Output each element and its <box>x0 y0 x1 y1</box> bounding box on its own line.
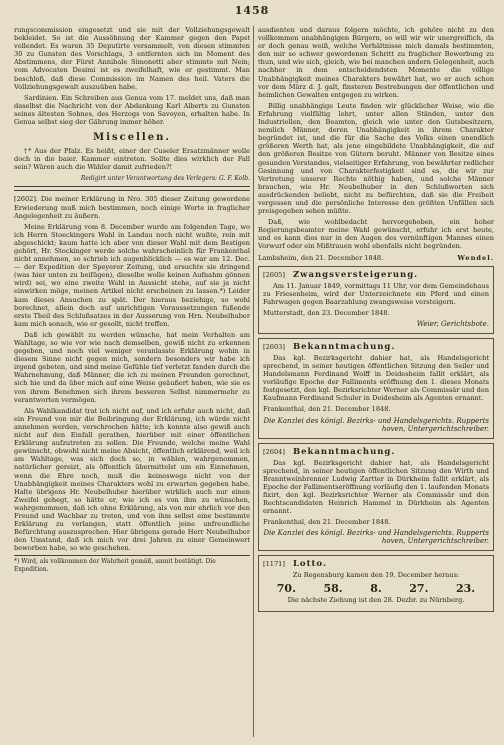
lotto-number: 58. <box>323 582 343 596</box>
lotto-next: Die nächste Ziehung ist den 28. Dezbr. zu Nürnberg. <box>287 596 465 605</box>
lotto-number: 27. <box>409 582 429 596</box>
column-divider <box>253 26 254 737</box>
page-number: 1458 <box>234 4 270 17</box>
lotto-numbers <box>263 582 489 595</box>
notice-2603 <box>258 338 494 439</box>
footnote: *) Wird, als vollkommen der Wahrheit gemäß, anmit bestätigt. Die Expedition. <box>14 555 250 573</box>
ad-2602-paragraph-3: Als Wahlkandidat trat ich nicht auf, und ich erfuhr auch nicht, daß ein Freund von mir die Beibringung der Erklärung, ich würde nicht annehmen werden, verschrochen hätte; ich konnte also gewiß auch nicht auf den Einfall gerathen, hierüber mit einer öffentlichen Erklärung aufzutreten zu sollen. Die Freunde, welche meine Wahl gewünscht, obwohl nicht meine Absicht, öffentlich erklärend, weil ich am Wahltage, was sich doch so, in wählen, wahrgenommen, natürlicher gereizt, als öffentlich übermittelst um ein Einnehmen, wenn die Ehre noch, muß die keineswegs nicht von der Unabhängigkeit meines Charakters wohl zu erwarten gegeben habe. Halte übrigens Hr. Neubelhuber hierüber wirklich auch nur einen Zweifel gehegt, so hätte er, wie ich es von ihm zu wünschen, wahrgenommen, daß ich ohne Erklärung, als von mir ehrlich vor den Freund und Wachbar zu treten, und von ihm selbst eine bestimmte Erklärung zu verlangen, statt öffentlich jeine unfreundliche Befürchtung auszusprechen. Hier übrigens gerade Herr Neubelhuber den Umstand, daß ich mich vor drei Jahren zu einer Gemeinwert beworben habe, so wie geschehen. <box>14 406 250 553</box>
notice-title: Bekanntmachung. <box>292 446 396 457</box>
lotto-number: 23. <box>456 582 476 596</box>
ad-2602-paragraph-1: Meine Erklärung vom 8. December wurde am folgenden Tage, wo ich Herrn Stoeckingers Wahl in Landau noch nicht wußte, rein mit abgeschickt; kaum hatte ich aber von dieser Wahl mit dem Bestigen gehört, Hr. Stockinger werde solche wahrscheinlich für Frankenthal nicht annehmen, so schrieb ich augenblicklich — es war am 12. Dec. — der Expedition der Speyerer Zeitung, und ersuchte sie dringend (was hier unten zu beifügen), dieselbe wolle keinen Aufnahm gönnen wird) sei, wo eine zweite Wahl in Aussicht stehe, auf sie ja nicht einwirken möge, meinen Artikel nicht erscheinen zu lassen.*) Leider kam dieses Ansuchen zu spät. Der hieraus beziehige, so wohl berechnet, allein doch auf unrichtigen Voraussetzungen fußende erste Theil des Schlußsatzes in der Ausserung von Hrn. Neubelhuber kam mich sonach, wie er gesollt, nicht treffen. <box>14 222 250 328</box>
lotto-number: 8. <box>370 582 382 596</box>
notice-text: Am 11. Januar 1849, vormittags 11 Uhr, vor dem Gemeindehaus zu Friesenheim, wird der Unterzeichnete ein Pferd und einen Fahrwagen gegen Baarzahlung zwangsweise versteigern. <box>263 281 489 306</box>
right-column <box>258 26 494 737</box>
notice-lotto <box>258 555 494 611</box>
notice-number: [1171] <box>263 560 285 569</box>
notice-number: [2604] <box>263 447 285 456</box>
notice-number: [2603] <box>263 342 285 351</box>
notice-place: Mutterstadt, den 23. December 1848. <box>263 308 390 317</box>
notice-place: Frankenthal, den 21. December 1848. <box>263 405 391 414</box>
ad-2602-continued-2: Billig unabhängige Leute finden wir glücklicher Weise, wie die Erfahrung vielfältig lehrt, unter allen Ständen, unter den Industriellen, den Beamten, gleich wie unter den Gutsbesitzern, nemlich Männer, deren Unabhängigkeit in ihrem Charakter begründet ist, und die für die Sache des Volks einen unendlich größeren Werth hat, als jene eingebildete Unabhängigkeit, die auf den größeren Besitze von Gütern beruht. Männer von Besitze eines gesunden Verstandes, vielseitiger Erfahrung, von bewährter redlicher Gesinnung und von Charakterfestigkeit sind es, die wir zur Vertretung unserer Rechte nöthig haben, und solche Männer brauchen, wie Hr. Neubelhuber in den Schlußworten sich ausdrückenden beliebt, nicht zu befürchten, daß sie die Freiheit vergessen und die persönliche Interesse den größten Unfällen sich preisgegeben sehen müßte. <box>258 101 494 216</box>
section-rule <box>14 186 250 191</box>
notice-text: Das kgl. Bezirksgericht dahier hat, als Handelsgericht sprechend, in seiner heutigen öffentlichen Sitzung den Wirth und Branntweinbrenner Ludwig Zartter in Dürkheim fallit erklärt, als Epoche der Fallimentseröffnung vorläufig den 1. laufenden Monats fixirt, den kgl. Bezirksrichter Werner als Commissär und den Rechtscandidaten Heinrich Hammel in Dürkheim als Agenten ernannt. <box>263 458 489 516</box>
article-commission: rungscommission eingesetzt und sie mit der Vollziehungsgewalt bekleidet. So ist die Aussöhnung der Kammer gegen den Papst vollendet. Es waren 35 Deputirte versammelt, von diesen stimmten 30 zu Gunsten des Vorschlags, 3 entfernten sich im Moment des Abstimmens, der Fürst Annibale Simonetti aber stimmte mit Nein; vom Advocaten Desimi ist es zweifelhaft, wie er gestimmt. Man beschloß, daß diese Commission im Namen des heil. Vaters die Vollziehungsgewalt auszuüben habe. <box>14 26 250 91</box>
article-palatinate: †* Aus der Pfalz. Es heißt, einer der Cuseler Ersatzmänner wolle doch in die baier. Kammer eintreten. Sollte dies wirklich der Fall sein? Wären auch die Wähler damit zufrieden?! <box>14 147 250 172</box>
left-column <box>14 26 250 737</box>
article-sardinia: Sardinien. Ein Schreiben aus Genua vom 17. meldet uns, daß man daselbst die Nachricht von der Abdankung Karl Alberts zu Gunsten seines ältesten Sohnes, des Herzogs von Savoyen, erhalten habe. In Genua selbst sieg der Gährung immer höher. <box>14 93 250 127</box>
signature-name: Wendel. <box>457 253 494 262</box>
notice-place: Frankenthal, den 21. December 1848. <box>263 518 391 527</box>
notice-text: Das kgl. Bezirksgericht dahier hat, als Handelsgericht sprechend, in seiner heutigen öffentlichen Sitzung den Seiler und Handelsmann Ferdinand Wolff in Deidesheim fallit erklärt, als vorläufige Epoche der Falliments eröffnung den 1. dieses Monats festgesetzt, den kgl. Bezirksrichter Werner als Commissär und den Kaufmann Ferdinand Schuler in Deidesheim als Agenten ernannt. <box>263 353 489 403</box>
ad-2602-continued-3: Daß, wie wohlbedacht hervorgehoben, ein hoher Regierungsbeamter meine Wahl gewünscht, erfuhr ich erst heute, und es kann dies nur in den Augen des vernünftigen Mannes einen Vorwurf oder ein Mißtrauen wohl ebenfalls nicht begründen. <box>258 218 494 251</box>
editor-note: Redigirt unter Verantwortung des Verlegers: G. F. Kolb. <box>80 175 250 183</box>
lotto-number: 70. <box>276 582 296 596</box>
signature-wendel <box>258 254 494 262</box>
notice-title: Zwangsversteigerung. <box>292 269 419 280</box>
notice-signature: Die Kanzlei des königl. Bezirks- und Handelsgerichts. Rupperts hoven, Untergerichtschreiber. <box>263 416 489 433</box>
ad-2602-intro: [2602]. Die meiner Erklärung in Nro. 305 dieser Zeitung gewordene Erwiederung muß mich bestimmen, noch einige Worte in fraglicher Angelegenheit zu äußern. <box>14 195 250 220</box>
ad-2602-continued-1: ausdienten und daraus folgern möchte, ich gehöre nicht zu den vollkommen unabhängigen Bürgern, so will wir wir unergreiflich, da er doch genau weiß, welche Verhältnisse mich damals bestimmten, den mir so schwer gewordenen Schritt zu fraglicher Bewerbung zu thun, und wie sich, gleich, wie bei manchen andern Gelegenheit, auch nachher in dem entscheidendsten Momente die völlige Unabhängigkeit meines Charakters bewährt hat, wo er auch schon vor dem März d. J. galt, finsteren Bestrebungen der öffentlichen und heimlichen Gewalten entgegen zu wirken. <box>258 26 494 99</box>
signature-place: Lambsheim, den 21. December 1848. <box>258 253 384 262</box>
notice-signature: Die Kanzlei des königl. Bezirks- und Handelsgerichts. Rupperts hoven, Untergerichtschreiber. <box>263 529 489 546</box>
notice-signature: Weier, Gerichtsbote. <box>416 319 489 328</box>
notice-2605 <box>258 266 494 334</box>
lotto-line: Zu Regensburg kamen den 19. December heraus: <box>292 571 460 580</box>
miscellany-heading: Miscellen. <box>93 132 171 144</box>
notice-title: Lotto. <box>292 559 327 570</box>
ad-2602-paragraph-2: Daß ich gewählt zu werden wünsche, hat mein Verhalten am Wahltage, so wie vor wie nach demselben, gewiß nicht zu erkennen gegeben, und noch viel weniger veranlasste Erklärung wohin in diesem Sinne nicht gegen mich, sondern besonders wir habe ich irgend gebeten, und sind meine Gefühle tief verletzt fanden durch die Wahrnehmung, daß Männer, die ich zu meinen Freunden gerechnet, sich hie und da über mich auf eine Weise geäußert haben, wie sie es von ihrem Benehmen sich ihrem besseren Selbst nimmermehr zu verantworten vermögen. <box>14 330 250 404</box>
notice-number: [2605] <box>263 270 285 279</box>
notice-title: Bekanntmachung. <box>292 341 396 352</box>
notice-2604 <box>258 443 494 552</box>
